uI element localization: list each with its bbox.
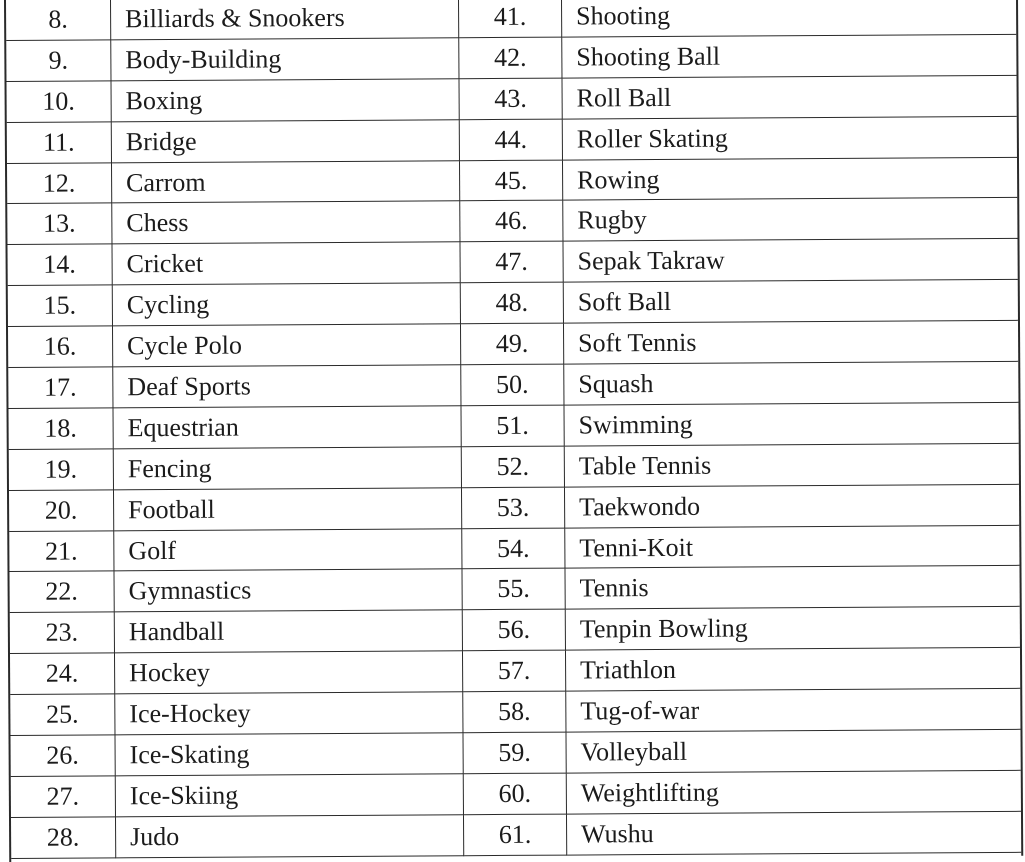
left-number-cell: 18. <box>8 408 113 450</box>
left-sport-cell: Ice-Skiing <box>115 774 463 817</box>
right-sport-cell: Rugby <box>563 198 1018 242</box>
table-row <box>8 280 1018 327</box>
left-sport-cell: Handball <box>114 610 462 653</box>
left-sport-cell: Boxing <box>111 79 459 122</box>
right-sport-cell: Roll Ball <box>562 75 1017 119</box>
table-row <box>10 648 1020 695</box>
left-number-cell: 20. <box>9 490 114 532</box>
sports-list-sheet <box>4 0 1023 862</box>
right-sport-cell: Weightlifting <box>566 770 1021 814</box>
right-sport-cell: Tenni-Koit <box>565 525 1020 569</box>
right-number-cell: 61. <box>463 814 566 856</box>
left-sport-cell: Football <box>113 487 461 530</box>
table-row <box>8 402 1018 449</box>
left-sport-cell: Gymnastics <box>114 569 462 612</box>
left-sport-cell: Cricket <box>112 242 460 285</box>
right-number-cell: 53. <box>461 487 564 529</box>
left-number-cell: 22. <box>9 571 114 613</box>
left-number-cell: 10. <box>6 81 111 123</box>
right-sport-cell: Soft Ball <box>563 280 1018 324</box>
table-row <box>10 729 1020 776</box>
table-row <box>6 75 1016 122</box>
table-row <box>7 116 1017 163</box>
table-row <box>9 484 1019 531</box>
left-number-cell: 21. <box>9 530 114 572</box>
left-number-cell: 25. <box>10 694 115 736</box>
left-number-cell: 9. <box>6 40 111 82</box>
left-sport-cell: Carrom <box>111 160 459 203</box>
right-number-cell: 60. <box>463 773 566 815</box>
left-number-cell: 27. <box>11 776 116 818</box>
table-row <box>11 811 1021 858</box>
right-sport-cell: Tug-of-war <box>566 688 1021 732</box>
left-number-cell: 12. <box>7 162 112 204</box>
sports-table-body <box>6 0 1021 858</box>
left-number-cell: 15. <box>8 285 113 327</box>
table-row <box>10 607 1020 654</box>
right-sport-cell: Soft Tennis <box>563 320 1018 364</box>
left-sport-cell: Ice-Hockey <box>115 692 463 735</box>
right-number-cell: 50. <box>461 364 564 406</box>
table-row <box>9 443 1019 490</box>
left-number-cell: 16. <box>8 326 113 368</box>
table-row <box>6 34 1016 81</box>
table-row <box>9 566 1019 613</box>
right-sport-cell: Wushu <box>566 811 1021 855</box>
right-sport-cell: Triathlon <box>565 648 1020 692</box>
right-number-cell: 52. <box>461 446 564 488</box>
left-number-cell: 8. <box>6 0 111 40</box>
left-sport-cell: Billiards & Snookers <box>110 0 458 40</box>
right-number-cell: 42. <box>459 37 562 79</box>
table-row <box>7 239 1017 286</box>
left-number-cell: 26. <box>10 735 115 777</box>
right-sport-cell: Tennis <box>565 566 1020 610</box>
left-number-cell: 13. <box>7 203 112 245</box>
table-row <box>7 157 1017 204</box>
left-sport-cell: Fencing <box>113 447 461 490</box>
right-sport-cell: Taekwondo <box>564 484 1019 528</box>
right-number-cell: 47. <box>460 241 563 283</box>
right-sport-cell: Rowing <box>562 157 1017 201</box>
table-row <box>8 320 1018 367</box>
right-sport-cell: Roller Skating <box>562 116 1017 160</box>
right-sport-cell: Squash <box>564 361 1019 405</box>
right-sport-cell: Tenpin Bowling <box>565 607 1020 651</box>
left-number-cell: 11. <box>7 122 112 164</box>
right-number-cell: 54. <box>462 528 565 570</box>
left-sport-cell: Deaf Sports <box>113 365 461 408</box>
left-number-cell: 24. <box>10 653 115 695</box>
right-number-cell: 44. <box>459 119 562 161</box>
right-number-cell: 51. <box>461 405 564 447</box>
right-number-cell: 49. <box>460 323 563 365</box>
left-sport-cell: Ice-Skating <box>115 733 463 776</box>
table-row <box>10 688 1020 735</box>
left-sport-cell: Chess <box>112 201 460 244</box>
table-row <box>7 198 1017 245</box>
right-number-cell: 46. <box>460 201 563 243</box>
left-number-cell: 14. <box>7 244 112 286</box>
right-sport-cell: Sepak Takraw <box>563 239 1018 283</box>
left-sport-cell: Golf <box>114 528 462 571</box>
left-sport-cell: Cycle Polo <box>112 324 460 367</box>
right-number-cell: 43. <box>459 78 562 120</box>
right-number-cell: 57. <box>462 650 565 692</box>
right-sport-cell: Table Tennis <box>564 443 1019 487</box>
left-number-cell: 17. <box>8 367 113 409</box>
table-row <box>8 361 1018 408</box>
left-sport-cell: Judo <box>115 815 463 858</box>
right-number-cell: 56. <box>462 609 565 651</box>
left-sport-cell: Equestrian <box>113 406 461 449</box>
left-sport-cell: Bridge <box>111 119 459 162</box>
right-number-cell: 45. <box>459 160 562 202</box>
right-number-cell: 58. <box>463 691 566 733</box>
left-number-cell: 19. <box>9 449 114 491</box>
right-sport-cell: Volleyball <box>566 729 1021 773</box>
right-number-cell: 48. <box>460 282 563 324</box>
left-sport-cell: Hockey <box>114 651 462 694</box>
left-sport-cell: Body-Building <box>111 38 459 81</box>
right-sport-cell: Shooting <box>561 0 1016 37</box>
table-row <box>11 770 1021 817</box>
left-number-cell: 28. <box>11 817 116 859</box>
right-number-cell: 41. <box>458 0 561 38</box>
right-sport-cell: Shooting Ball <box>562 34 1017 78</box>
right-sport-cell: Swimming <box>564 402 1019 446</box>
left-number-cell: 23. <box>10 612 115 654</box>
sports-table <box>6 0 1021 859</box>
table-row <box>9 525 1019 572</box>
right-number-cell: 55. <box>462 569 565 611</box>
left-sport-cell: Cycling <box>112 283 460 326</box>
right-number-cell: 59. <box>463 732 566 774</box>
